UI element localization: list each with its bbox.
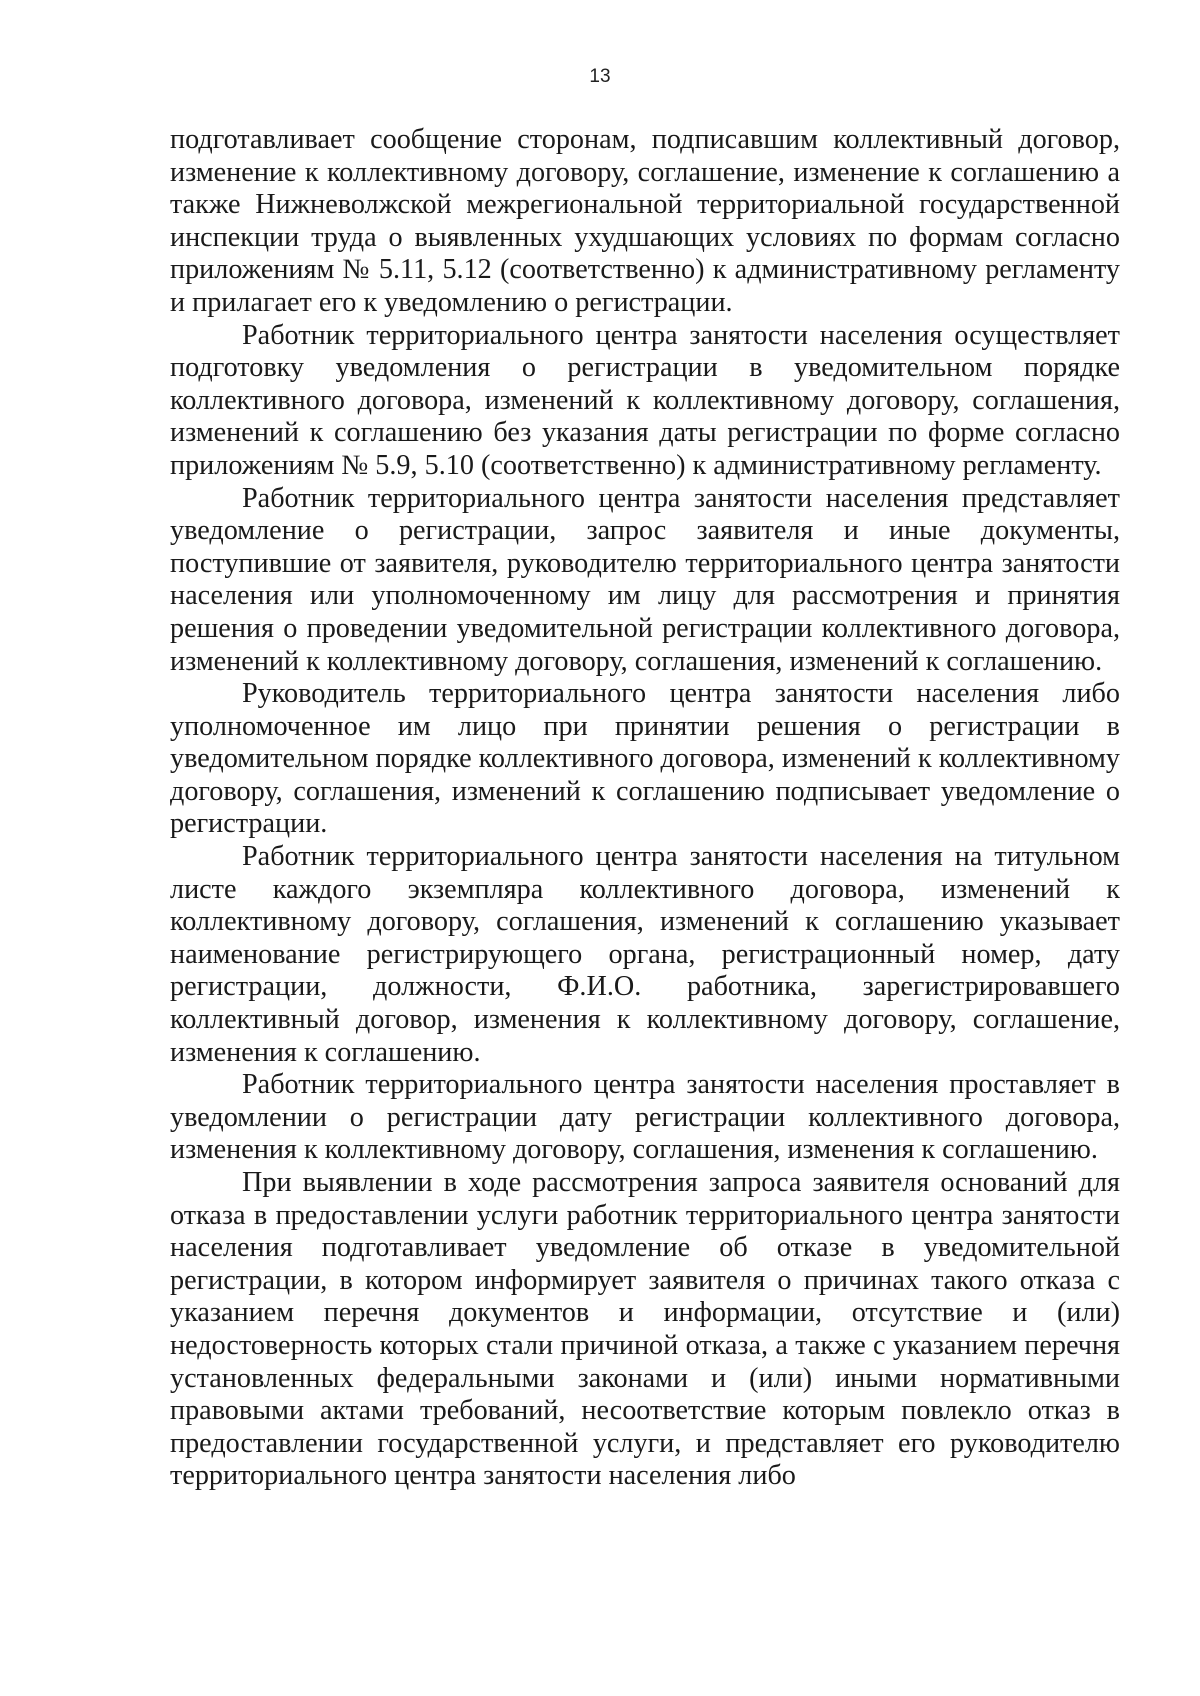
paragraph-3: Работник территориального центра занятости населения представляет уведомление о регистрации, запрос заявителя и иные документы, поступившие от заявителя, руководителю территориального центра занятости населения или уполномоченному им лицу для рассмотрения и принятия решения о проведении уведомительной регистрации коллективного договора, изменений к коллективному договору, соглашения, изменений к соглашению. <box>170 482 1120 677</box>
paragraph-4: Руководитель территориального центра занятости населения либо уполномоченное им лицо при принятии решения о регистрации в уведомительном порядке коллективного договора, изменений к коллективному договору, соглашения, изменений к соглашению подписывает уведомление о регистрации. <box>170 678 1120 840</box>
paragraph-1: подготавливает сообщение сторонам, подписавшим коллективный договор, изменение к коллективному договору, соглашение, изменение к соглашению а также Нижневолжской межрегиональной территориальной государственной инспекции труда о выявленных ухудшающих условиях по формам согласно приложениям № 5.11, 5.12 (соответственно) к административному регламенту и прилагает его к уведомлению о регистрации. <box>170 124 1120 318</box>
paragraph-7: При выявлении в ходе рассмотрения запроса заявителя оснований для отказа в предоставлении услуги работник территориального центра занятости населения подготавливает уведомление об отказе в уведомительной регистрации, в котором информирует заявителя о причинах такого отказа с указанием перечня документов и информации, отсутствие и (или) недостоверность которых стали причиной отказа, а также с указанием перечня установленных федеральными законами и (или) иными нормативными правовыми актами требований, несоответствие которым повлекло отказ в предоставлении государственной услуги, и представляет его руководителю территориального центра занятости населения либо <box>170 1167 1120 1492</box>
paragraph-5: Работник территориального центра занятости населения на титульном листе каждого экземпляра коллективного договора, изменений к коллективному договору, соглашения, изменений к соглашению указывает наименование регистрирующего органа, регистрационный номер, дату регистрации, должности, Ф.И.О. работника, зарегистрировавшего коллективный договор, изменения к коллективному договору, соглашение, изменения к соглашению. <box>170 841 1120 1068</box>
page-number: 13 <box>589 66 611 87</box>
paragraph-2: Работник территориального центра занятости населения осуществляет подготовку уведомления о регистрации в уведомительном порядке коллективного договора, изменений к коллективному договору, соглашения, изменений к соглашению без указания даты регистрации по форме согласно приложениям № 5.9, 5.10 (соответственно) к административному регламенту. <box>170 319 1120 481</box>
paragraph-6: Работник территориального центра занятости населения проставляет в уведомлении о регистрации дату регистрации коллективного договора, изменения к коллективному договору, соглашения, изменения к соглашению. <box>170 1069 1120 1166</box>
document-body <box>170 124 1120 1493</box>
